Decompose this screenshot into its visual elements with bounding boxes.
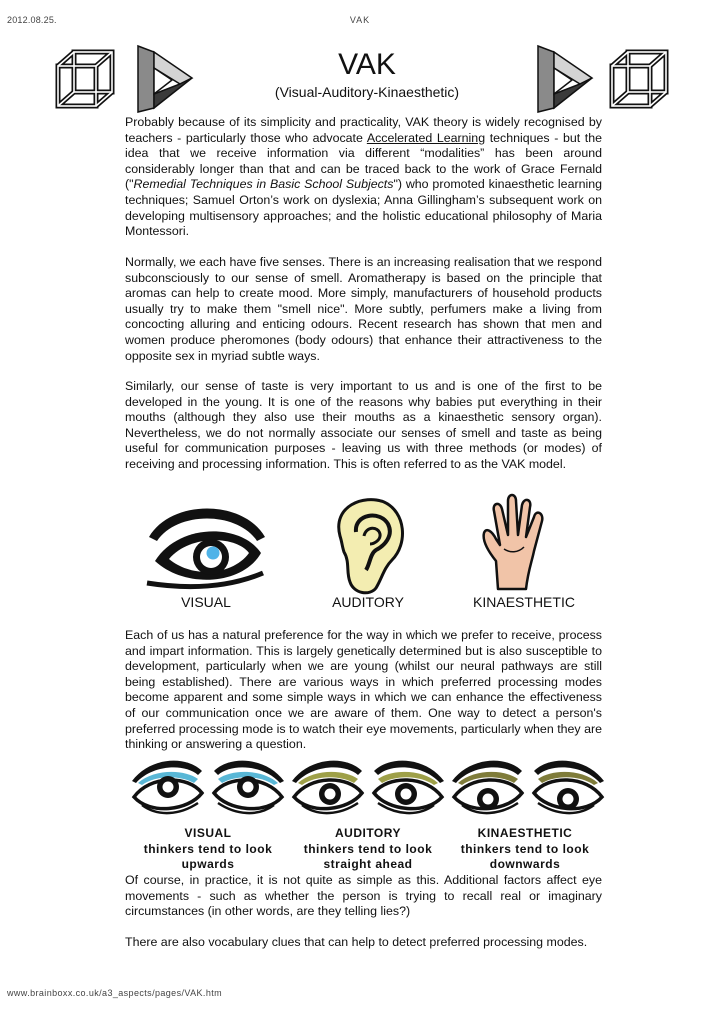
hand-icon (478, 489, 554, 593)
kinaesthetic-eyes-icon (448, 753, 608, 823)
intro-text-2: techniques - but the idea that we receive information via different “modalities” has been around considerably longer than that and can be traced back to the work of Grace Fernald (" (125, 130, 603, 192)
eyes-caption-visual (130, 826, 286, 873)
eyes-caption-visual-line1: thinkers tend to look (143, 841, 273, 856)
eyes-caption-kinaesthetic (447, 826, 603, 873)
intro-text-3: ") who promoted kinaesthetic learning techniques; Samuel Orton’s work on dyslexia; Anna Gillingham’s subsequent work on developing multisensory approaches; and the holistic educational philosophy of Maria Montessori. (125, 177, 603, 239)
senses-paragraph: Normally, we each have five senses. There is an increasing realisation that we respond subconsciously to our sense of smell. Aromatherapy is based on the principle that aromas can help to create mood. More simply, manufacturers of household products usually try to make them "smell nice". More subtly, perfumers make a living from concocting alluring and enticing odours. Recent research has shown that men and women produce pheromones (body odours) that enhance their attractiveness to the opposite sex in myriad subtle ways. (125, 255, 602, 363)
auditory-eyes-icon (288, 753, 448, 823)
print-page-title: VAK (349, 15, 371, 25)
print-url: www.brainboxx.co.uk/a3_aspects/pages/VAK.htm (7, 988, 223, 998)
eyes-caption-visual-title: VISUAL (184, 826, 232, 840)
eyes-caption-kinaesthetic-line1: thinkers tend to look (460, 841, 590, 856)
eyes-caption-auditory (290, 826, 446, 873)
page-title: VAK (338, 48, 396, 81)
book-title: Remedial Techniques in Basic School Subjects (133, 177, 394, 192)
vocabulary-paragraph: There are also vocabulary clues that can help to detect preferred processing modes. (125, 935, 588, 949)
eye-factors-paragraph: Of course, in practice, it is not quite as simple as this. Additional factors affect eye movements - such as whether the person is trying to recall real or imaginary circumstances (in other words, are they telling lies?) (125, 873, 602, 919)
taste-paragraph: Similarly, our sense of taste is very important to us and is one of the first to be developed in the young. It is one of the reasons why babies put everything in their mouths (although they also use their mouths as a kinaesthetic sensory organ). Nevertheless, we do not normally associate our senses of smell and taste as being useful for communication purposes - leaving us with three methods (or modes) of receiving and processing information. This is often referred to as the VAK model. (125, 379, 602, 471)
print-date: 2012.08.25. (7, 15, 57, 25)
preference-paragraph: Each of us has a natural preference for the way in which we prefer to receive, process and impart information. This is largely genetically determined but is also susceptible to development, particularly when we are young (whilst our neural pathways are still being established). There are various ways in which preferred processing modes become apparent and some simple ways in which we can enhance the effectiveness of our communication once we are aware of them. One way to detect a person's preferred processing mode is to watch their eye movements, particularly when they are thinking or answering a question. (125, 628, 602, 752)
eyes-caption-auditory-title: AUDITORY (334, 826, 401, 840)
eyes-caption-kinaesthetic-line2: downwards (489, 857, 561, 871)
ear-icon (326, 492, 410, 596)
eye-icon (145, 497, 269, 591)
eyes-caption-auditory-line2: straight ahead (323, 857, 413, 871)
sense-label-auditory: AUDITORY (332, 594, 404, 610)
visual-eyes-icon (128, 753, 288, 823)
intro-paragraph (125, 115, 602, 240)
sense-label-kinaesthetic: KINAESTHETIC (473, 594, 575, 610)
sense-label-visual: VISUAL (181, 594, 231, 610)
eyes-caption-auditory-line1: thinkers tend to look (303, 841, 433, 856)
accelerated-learning-link[interactable]: Accelerated Learning (366, 130, 486, 145)
eyes-caption-visual-line2: upwards (181, 857, 235, 871)
intro-text-1: Probably because of its simplicity and practicality, VAK theory is widely recognised by teachers - particularly those who advocate (125, 115, 602, 145)
page-subtitle: (Visual-Auditory-Kinaesthetic) (274, 84, 460, 100)
eyes-caption-kinaesthetic-title: KINAESTHETIC (477, 826, 573, 840)
